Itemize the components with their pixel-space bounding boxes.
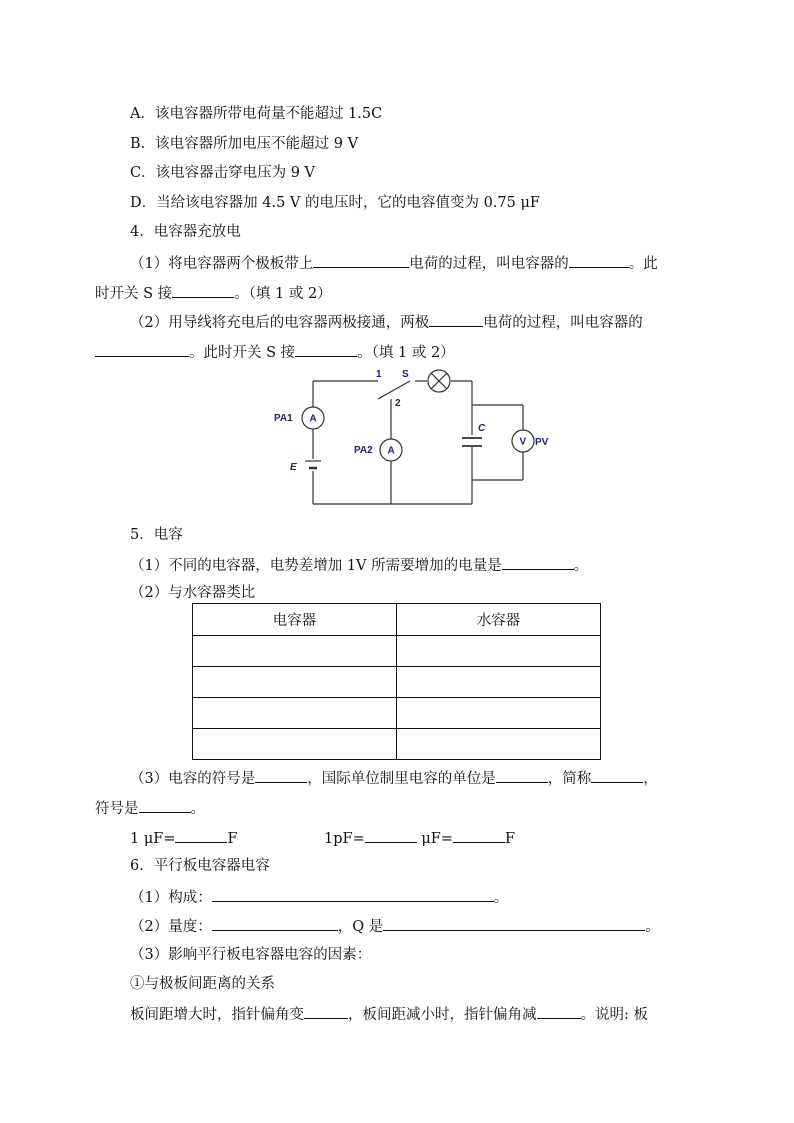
fill-blank[interactable]	[95, 341, 189, 357]
section5-p3-line1	[130, 767, 658, 789]
section6-sub1: ①与极板间距离的关系	[130, 976, 275, 992]
section5-heading: 5．电容	[130, 527, 183, 543]
section4-p1-line2	[95, 282, 332, 304]
ammeter-pa1-letter: A	[309, 413, 317, 425]
option-c: C．该电容器击穿电压为 9 V	[130, 165, 316, 181]
text: ，简称	[547, 771, 592, 787]
circuit-diagram	[270, 363, 549, 509]
text: μF=	[416, 831, 453, 847]
label-s: S	[402, 369, 409, 380]
table-row	[193, 636, 601, 667]
text: 。说明: 板	[580, 1007, 648, 1023]
text: （3）电容的符号是	[130, 771, 256, 787]
text: （2）用导线将充电后的电容器两极接通，两极	[130, 315, 430, 331]
text: 电荷的过程，叫电容器的	[483, 315, 643, 331]
lamp-icon	[428, 370, 450, 392]
fill-blank[interactable]	[496, 767, 548, 783]
table-row	[193, 667, 601, 698]
table-cell[interactable]	[193, 729, 397, 760]
fill-blank[interactable]	[383, 915, 645, 931]
fill-blank[interactable]	[212, 886, 494, 902]
fill-blank[interactable]	[175, 827, 227, 843]
table-cell[interactable]	[397, 698, 601, 729]
fill-blank[interactable]	[255, 767, 307, 783]
text: F	[504, 831, 516, 847]
fill-blank[interactable]	[172, 282, 234, 298]
capacitor-icon	[462, 435, 482, 447]
text: F	[227, 831, 238, 847]
label-pv: PV	[535, 437, 549, 448]
option-d: D．当给该电容器加 4.5 V 的电压时，它的电容值变为 0.75 μF	[130, 195, 540, 211]
section4-heading: 4．电容器充放电	[130, 224, 241, 240]
text: （1）将电容器两个极板带上	[130, 256, 314, 272]
fill-blank[interactable]	[313, 252, 409, 268]
text: ，板间距减小时，指针偏角减	[348, 1007, 537, 1023]
text: 。此时开关 S 接	[189, 345, 296, 361]
conversion-1	[130, 827, 238, 849]
fill-blank[interactable]	[365, 827, 417, 843]
label-1: 1	[376, 369, 382, 380]
table-cell[interactable]	[397, 667, 601, 698]
label-pa2: PA2	[354, 445, 373, 456]
section6-p3: （3）影响平行板电容器电容的因素：	[130, 947, 372, 963]
section4-p2-line2	[95, 341, 455, 363]
label-c: C	[478, 423, 486, 434]
table-cell[interactable]	[397, 636, 601, 667]
text: （1）不同的电容器，电势差增加 1V 所需要增加的电量是	[130, 558, 502, 574]
fill-blank[interactable]	[453, 827, 505, 843]
section5-p1	[130, 554, 588, 576]
text: （2）量度：	[130, 919, 212, 935]
battery-icon	[305, 461, 321, 468]
fill-blank[interactable]	[569, 252, 629, 268]
table-cell[interactable]	[193, 698, 397, 729]
fill-blank[interactable]	[304, 1003, 348, 1019]
text: ，Q 是	[337, 919, 384, 935]
fill-blank[interactable]	[212, 915, 338, 931]
section5-p2: （2）与水容器类比	[130, 585, 256, 601]
text: （1）构成：	[130, 890, 212, 906]
table-row	[193, 729, 601, 760]
voltmeter-letter: V	[519, 436, 527, 448]
text: 符号是	[95, 801, 139, 817]
header-water-container: 水容器	[397, 604, 601, 636]
section6-p2	[130, 915, 660, 937]
fill-blank[interactable]	[295, 341, 357, 357]
text: 。（填 1 或 2）	[234, 286, 332, 302]
option-a: A．该电容器所带电荷量不能超过 1.5C	[130, 106, 383, 122]
text: 。	[573, 558, 589, 574]
conversion-2	[324, 827, 515, 849]
table-row	[193, 698, 601, 729]
comparison-table	[192, 603, 601, 760]
label-2: 2	[395, 398, 401, 409]
header-capacitor: 电容器	[193, 604, 397, 636]
text: 时开关 S 接	[95, 286, 173, 302]
table-cell[interactable]	[193, 636, 397, 667]
fill-blank[interactable]	[537, 1003, 581, 1019]
text: ，	[643, 771, 658, 787]
text: ，国际单位制里电容的单位是	[307, 771, 496, 787]
text: 。	[493, 890, 509, 906]
text: 。	[645, 919, 660, 935]
option-b: B．该电容器所加电压不能超过 9 V	[130, 136, 359, 152]
fill-blank[interactable]	[139, 797, 191, 813]
fill-blank[interactable]	[502, 554, 574, 570]
text: 。	[190, 801, 205, 817]
section4-p2-line1	[130, 311, 643, 333]
table-cell[interactable]	[397, 729, 601, 760]
text: 。此	[628, 256, 658, 272]
section4-p1-line1	[130, 252, 658, 274]
section5-p3-line2	[95, 797, 205, 819]
table-cell[interactable]	[193, 667, 397, 698]
text: 1pF=	[324, 831, 365, 847]
table-header-row	[193, 604, 601, 636]
text: 1 μF=	[130, 831, 176, 847]
text: 板间距增大时，指针偏角变	[130, 1007, 304, 1023]
section6-p1	[130, 886, 508, 908]
section6-heading: 6．平行板电容器电容	[130, 858, 270, 874]
ammeter-pa2-letter: A	[387, 445, 395, 457]
text: 电荷的过程，叫电容器的	[409, 256, 569, 272]
section6-last-line	[130, 1003, 648, 1025]
text: 。（填 1 或 2）	[357, 345, 455, 361]
label-pa1: PA1	[274, 413, 293, 424]
label-e: E	[290, 462, 297, 473]
fill-blank[interactable]	[429, 311, 483, 327]
fill-blank[interactable]	[591, 767, 643, 783]
